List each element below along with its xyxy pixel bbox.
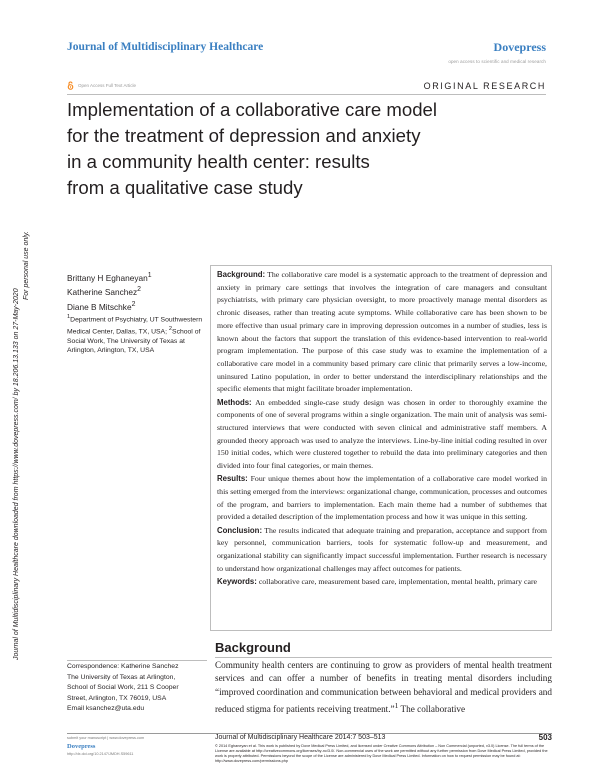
side-note-line-1: Journal of Multidisciplinary Healthcare downloaded from https://www.dovepress.com/ by 18.206.13.133 on 27-May-2020 — [13, 288, 20, 660]
download-side-note — [4, 140, 36, 660]
abstract-methods: Methods: An embedded single-case study design was chosen in order to thoroughly examine the components of one of several programs within a single organization. The main unit of analysis was semi-structured interviews that were conducted with seven clinical and administrative staff members. A grounded theory approach was used to analyze the interviews. Line-by-line initial coding resulted in over 150 initial codes, which were clustered together to rebuild the data into preliminary categories and then divided into four final categories, or main themes. — [217, 397, 547, 471]
abstract-keywords: Keywords: collaborative care, measurement based care, implementation, mental health, primary care — [217, 576, 538, 586]
open-access-label: Open Access Full Text Article — [78, 83, 136, 88]
page-number: 503 — [538, 733, 552, 742]
author-list — [67, 270, 207, 313]
correspondence-line: Street, Arlington, TX 76019, USA — [67, 694, 167, 702]
abstract-results: Results: Four unique themes about how the implementation of a collaborative care model worked in this setting emerged from the interviews: organizational change, communication, processes and outcomes of the program, and barriers to implementation. Each main theme had a number of subthemes that provided a detailed description of the implementation process and how it was unique in this setting. — [217, 474, 548, 522]
journal-name[interactable]: Journal of Multidisciplinary Healthcare — [67, 41, 264, 53]
title-line: Implementation of a collaborative care model — [67, 99, 438, 120]
section-divider — [215, 657, 552, 658]
article-type: ORIGINAL RESEARCH — [423, 81, 546, 91]
correspondence-email[interactable]: Email ksanchez@uta.edu — [67, 705, 145, 712]
abstract-background: Background: The collaborative care model is a systematic approach to the treatment of depression and anxiety in primary care settings that involves the integration of care managers and consultant psychiatrists, with primary care physician oversight, to more proactively manage mental disorders as chronic diseases, rather than treating acute symptoms. While collaborative care has been shown to be more effective than usual primary care in improving depression outcomes in a number of studies, less is known about the factors that support the translation of this evidence-based intervention to real-world program implementation. The purpose of this case study was to examine the implementation of a collaborative care model in a community based primary care clinic that primarily serves a low-income, uninsured Latino population, in order to better understand the interdisciplinary relationships and the specific elements that might facilitate broader implementation. — [217, 270, 548, 394]
correspondence-block — [67, 662, 207, 715]
background-paragraph: Community health centers are continuing to grow as providers of mental health treatment services and can offer a number of benefits in treating mental disorders including “improved coordination and communication between behavioral and medical providers and reduced stigma for patients receiving treatment.”$^1$ The collaborative — [215, 660, 552, 715]
open-access-row — [67, 81, 136, 90]
section-heading-background: Background — [215, 640, 291, 655]
side-note-line-2: For personal use only. — [23, 231, 30, 300]
download-side-note-svg — [4, 140, 36, 660]
correspondence-line: Correspondence: Katherine Sanchez — [67, 663, 179, 670]
title-line: for the treatment of depression and anxiety — [67, 125, 421, 146]
footer-journal-citation: Journal of Multidisciplinary Healthcare 2014:7 503–513 — [215, 734, 386, 741]
footer-left — [67, 735, 207, 757]
doi-link[interactable]: http://dx.doi.org/10.2147/JMDH.S59611 — [67, 751, 134, 756]
author: Katherine Sanchez$^2$ — [67, 286, 141, 298]
title-line: from a qualitative case study — [67, 177, 303, 198]
abstract-conclusion: Conclusion: The results indicated that adequate training and preparation, acceptance and support from key personnel, communication barriers, tools for systematic follow-up and measurement, and organizational stability can significantly impact successful implementation. Further research is necessary to understand how organizational challenges may affect outcomes for patients. — [217, 525, 547, 573]
correspondence-line: School of Social Work, 211 S Cooper — [67, 684, 179, 691]
article-title — [67, 97, 547, 201]
open-access-lock-icon — [67, 81, 74, 90]
footer-publisher-logo[interactable]: Dovepress — [67, 742, 96, 750]
license-text: © 2014 Eghaneyan et al. This work is published by Dove Medical Press Limited, and licensed under Creative Commons Attribution – Non Commercial (unported, v3.0) License. The full terms of the License are available at http://creativecommons.org/licenses/by-nc/3.0/. Non-commercial uses of the work are permitted without any further permission from Dove Medical Press Limited, provided the work is properly attributed. Permissions beyond the scope of the License are administered by Dove Medical Press Limited. Information on how to request permission may be found at: http://www.dovepress.com/permissions.php — [215, 744, 548, 764]
affiliations: $^1$Department of Psychiatry, UT Southwestern Medical Center, Dallas, TX, USA; $^2$School of Social Work, The University of Texas at Arlington, Arlington, TX, USA — [67, 314, 203, 355]
author: Brittany H Eghaneyan$^1$ — [67, 272, 152, 283]
abstract-box — [210, 265, 552, 631]
author: Diane B Mitschke$^2$ — [67, 300, 136, 312]
header-divider — [67, 94, 546, 95]
submit-manuscript-link[interactable]: submit your manuscript | www.dovepress.com — [67, 736, 145, 740]
correspondence-line: The University of Texas at Arlington, — [67, 673, 176, 681]
publisher-block — [448, 40, 546, 64]
correspondence-divider — [67, 660, 207, 661]
publisher-logo[interactable]: Dovepress — [493, 40, 546, 54]
publisher-tagline: open access to scientific and medical research — [448, 59, 546, 64]
title-line: in a community health center: results — [67, 151, 370, 172]
